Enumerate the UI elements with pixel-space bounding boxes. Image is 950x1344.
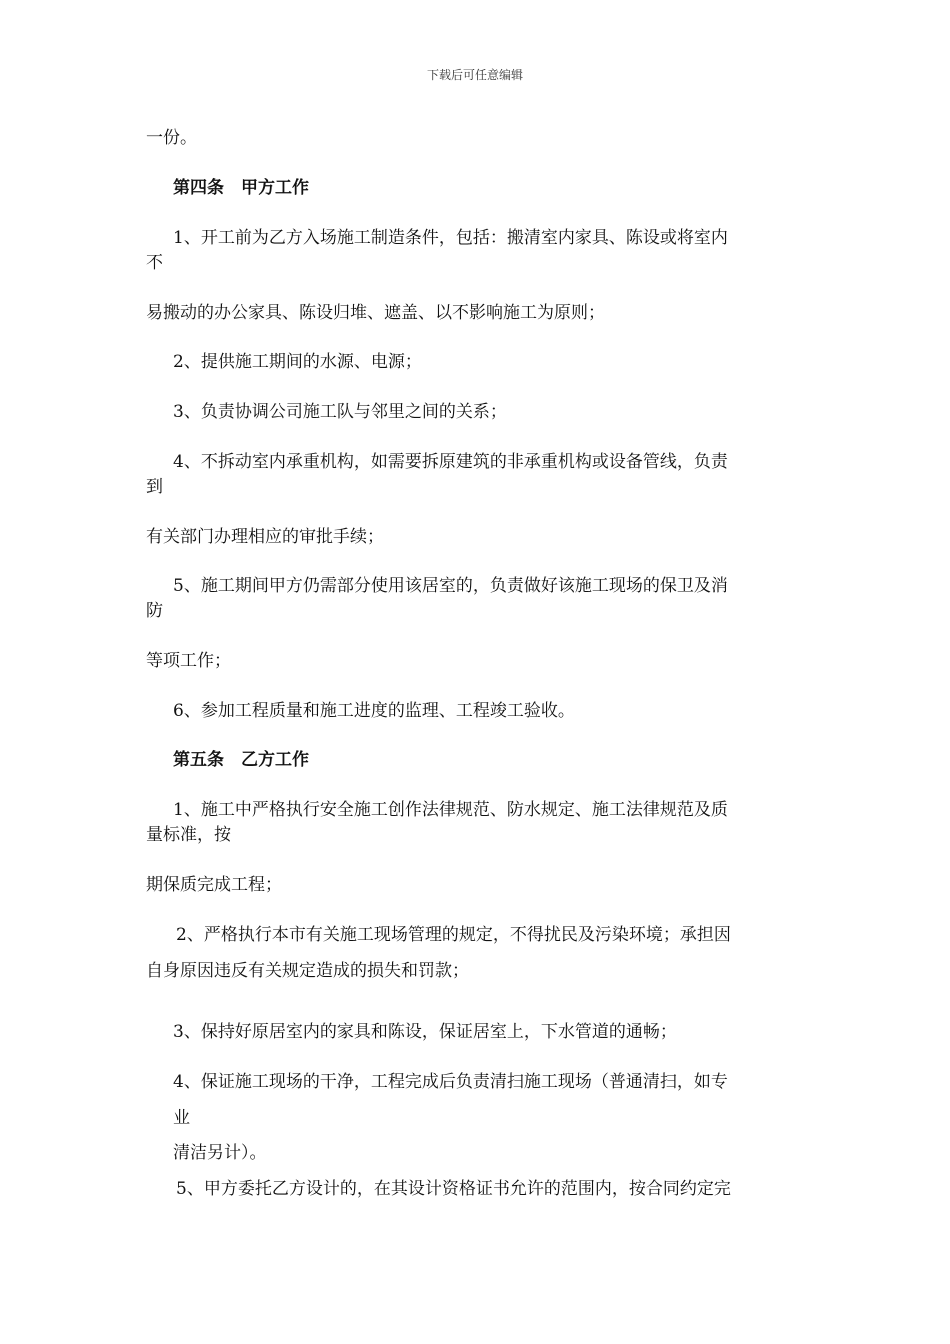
body-line: 5、甲方委托乙方设计的，在其设计资格证书允许的范围内，按合同约定完 <box>176 1179 731 1199</box>
body-line: 自身原因违反有关规定造成的损失和罚款； <box>146 961 469 981</box>
body-line: 到 <box>146 477 163 497</box>
body-line: 不 <box>146 253 163 273</box>
body-line: 3、保持好原居室内的家具和陈设，保证居室上，下水管道的通畅； <box>173 1022 677 1042</box>
page-header: 下载后可任意编辑 <box>426 68 523 82</box>
body-line: 业 <box>173 1108 190 1128</box>
body-line: 4、保证施工现场的干净，工程完成后负责清扫施工现场（普通清扫，如专 <box>173 1072 728 1092</box>
body-line: 1、施工中严格执行安全施工创作法律规范、防水规定、施工法律规范及质 <box>173 800 728 820</box>
body-line: 有关部门办理相应的审批手续； <box>146 527 384 547</box>
body-line: 2、提供施工期间的水源、电源； <box>173 352 422 372</box>
body-line: 5、施工期间甲方仍需部分使用该居室的，负责做好该施工现场的保卫及消 <box>173 576 728 596</box>
body-line: 等项工作； <box>146 651 231 671</box>
body-line: 3、负责协调公司施工队与邻里之间的关系； <box>173 402 507 422</box>
body-line: 4、不拆动室内承重机构，如需要拆原建筑的非承重机构或设备管线，负责 <box>173 452 728 472</box>
section-heading-article-4: 第四条 甲方工作 <box>173 178 309 198</box>
body-line: 期保质完成工程； <box>146 875 282 895</box>
body-line: 量标准，按 <box>146 825 231 845</box>
body-line: 2、严格执行本市有关施工现场管理的规定，不得扰民及污染环境；承担因 <box>176 925 731 945</box>
body-line: 易搬动的办公家具、陈设归堆、遮盖、以不影响施工为原则； <box>146 303 605 323</box>
section-heading-article-5: 第五条 乙方工作 <box>173 750 309 770</box>
body-line: 6、参加工程质量和施工进度的监理、工程竣工验收。 <box>173 701 575 721</box>
body-line: 一份。 <box>146 128 197 148</box>
body-line: 清洁另计）。 <box>173 1143 267 1163</box>
body-line: 防 <box>146 601 163 621</box>
body-line: 1、开工前为乙方入场施工制造条件，包括：搬清室内家具、陈设或将室内 <box>173 228 728 248</box>
